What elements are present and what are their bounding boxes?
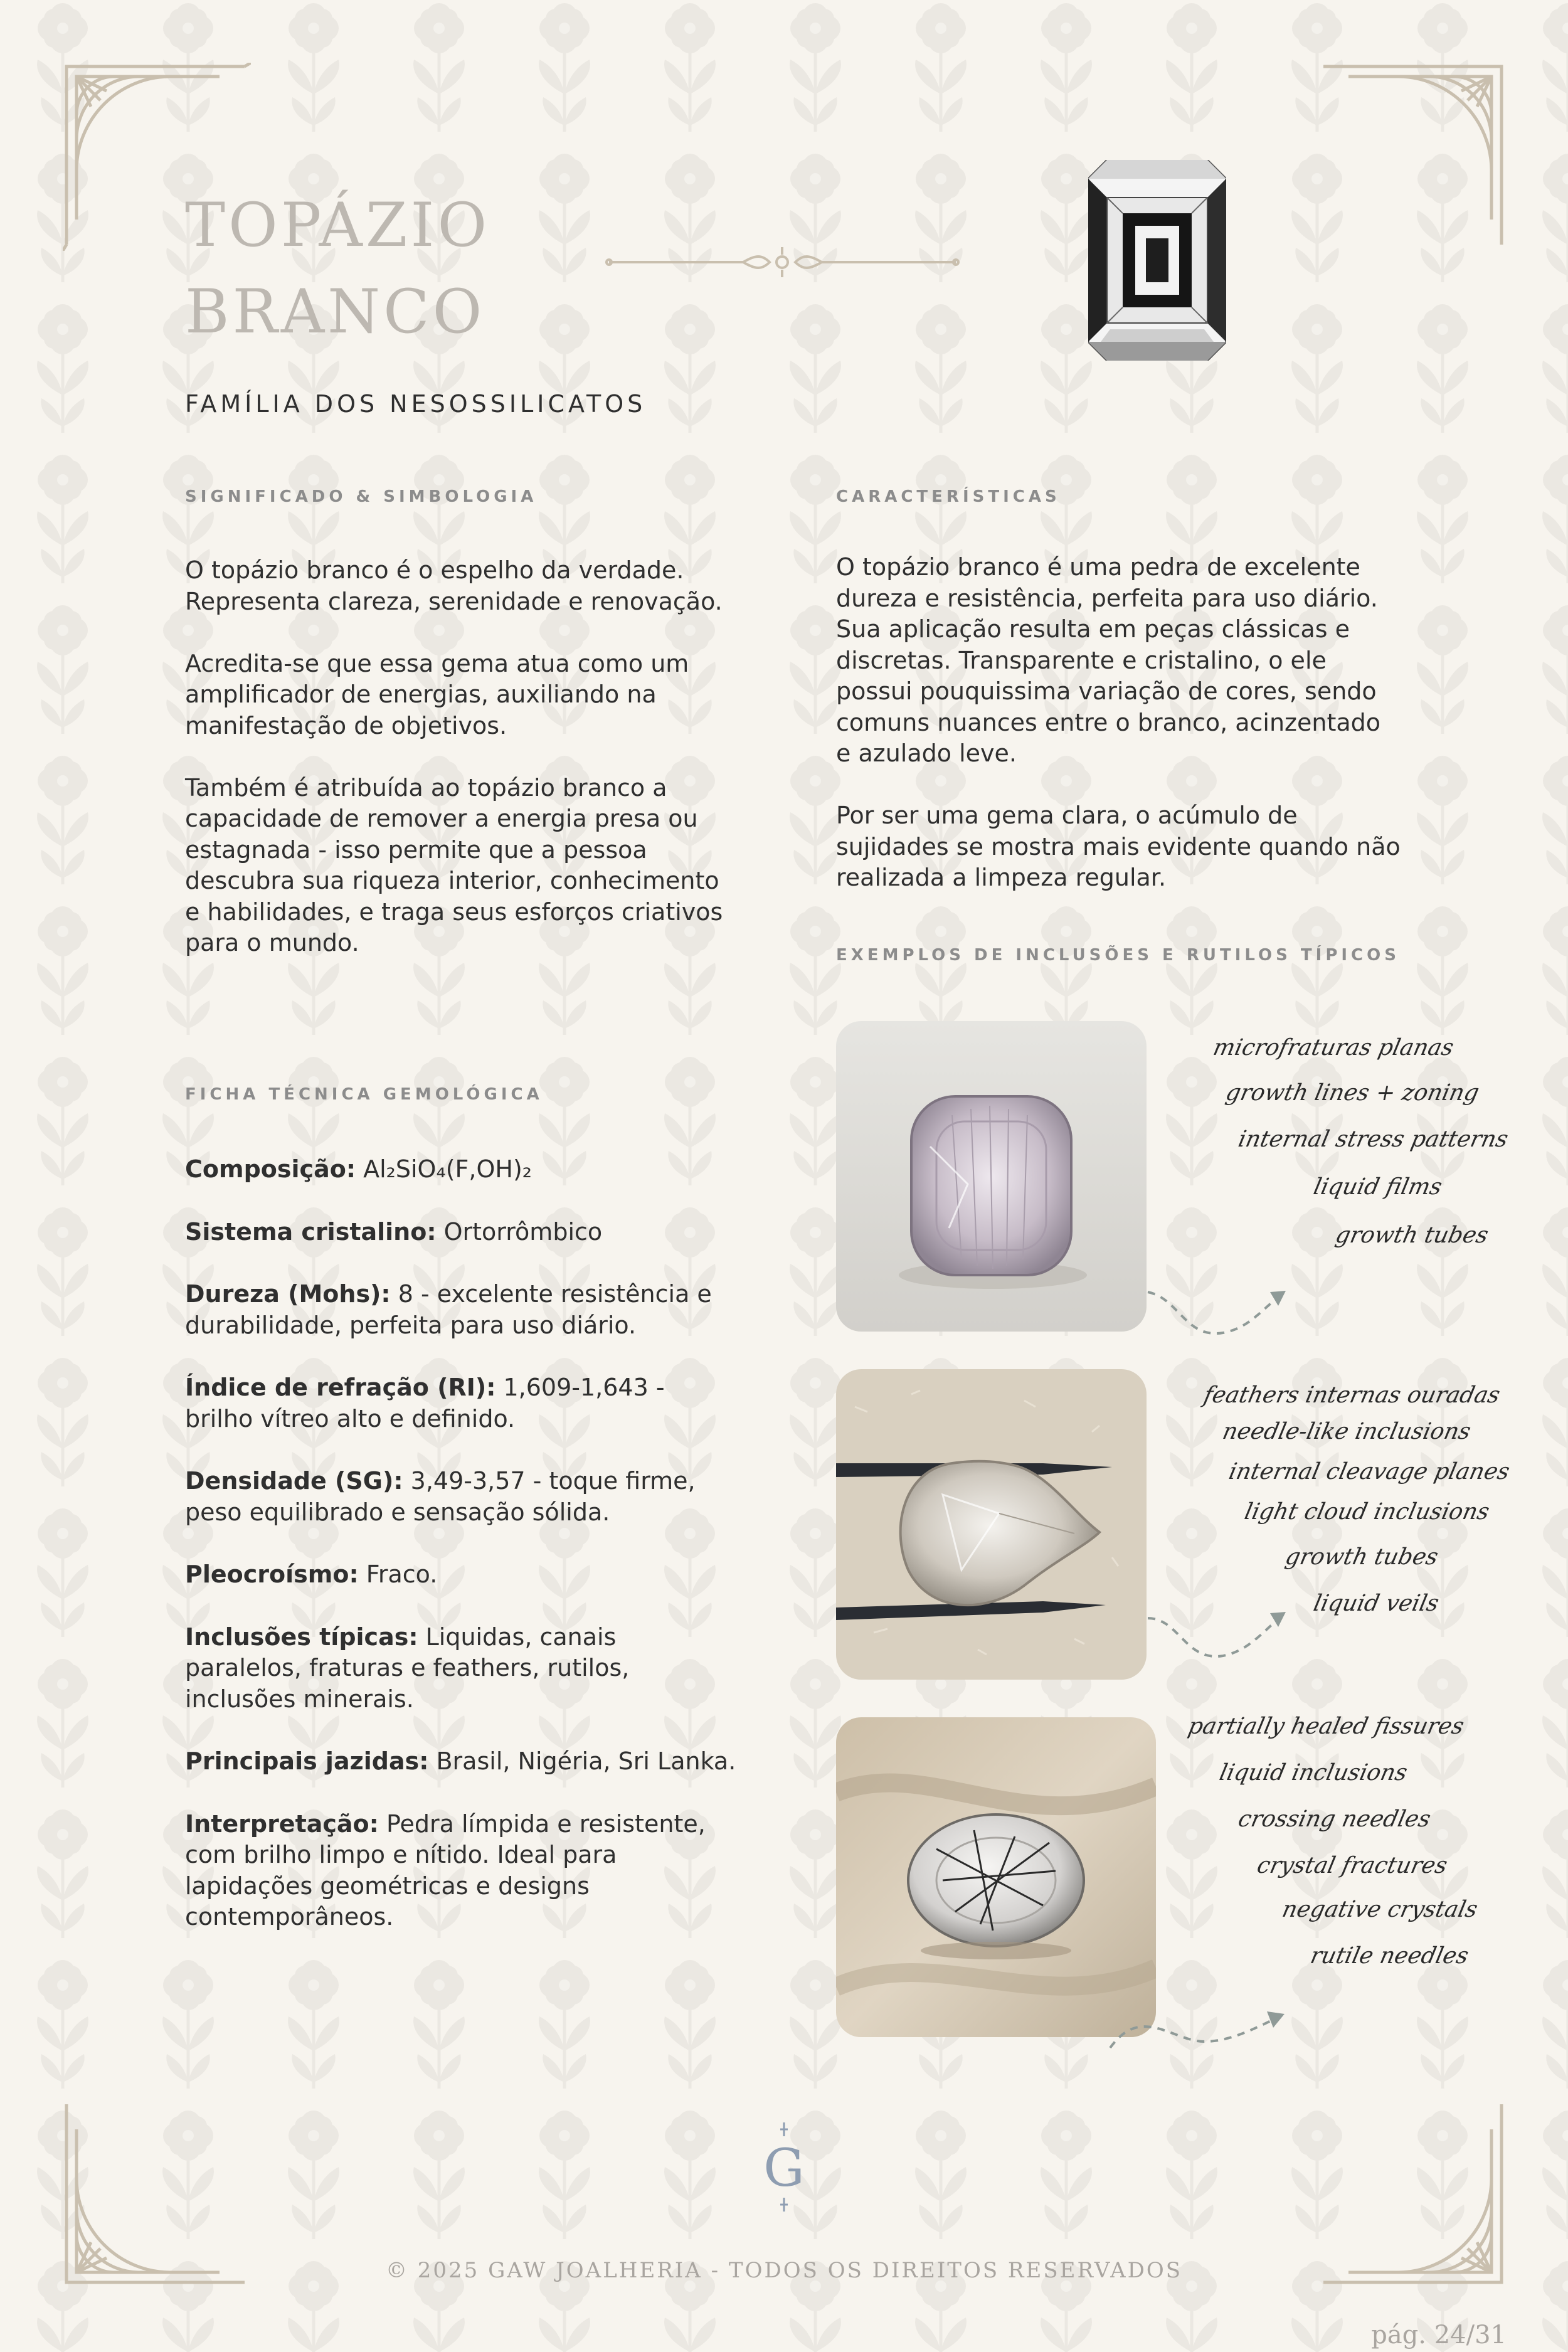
spec-row xyxy=(185,1809,737,1933)
inclusion-note: liquid inclusions xyxy=(1217,1760,1410,1786)
spec-list xyxy=(185,1154,737,1933)
inclusion-note: growth tubes xyxy=(1333,1222,1491,1248)
meaning-label: SIGNIFICADO & SIMBOLOGIA xyxy=(185,487,538,506)
inclusion-note: feathers internas ouradas xyxy=(1201,1382,1503,1408)
inclusion-note: partially healed fissures xyxy=(1185,1714,1466,1739)
inclusion-note: growth lines + zoning xyxy=(1223,1080,1481,1106)
inclusion-note: growth tubes xyxy=(1283,1544,1441,1570)
spec-row xyxy=(185,1466,737,1528)
spec-key: Dureza (Mohs): xyxy=(185,1280,391,1308)
inclusion-note: microfraturas planas xyxy=(1210,1035,1456,1061)
monogram: G xyxy=(763,2139,805,2198)
inclusion-photo-3 xyxy=(836,1717,1156,2037)
characteristics-label: CARACTERÍSTICAS xyxy=(836,487,1061,506)
spec-row xyxy=(185,1372,737,1434)
footer-copyright: © 2025 GAW JOALHERIA - TODOS OS DIREITOS RESERVADOS xyxy=(385,2258,1183,2283)
spec-value: 8 - excelente resistência e durabilidade, perfeita para uso diário. xyxy=(185,1280,712,1339)
spec-key: Densidade (SG): xyxy=(185,1467,403,1495)
spec-key: Pleocroísmo: xyxy=(185,1560,359,1588)
spec-row xyxy=(185,1622,737,1715)
inclusion-note: rutile needles xyxy=(1308,1943,1471,1969)
dashed-arrow-icon xyxy=(1104,1998,1292,2060)
spec-key: Principais jazidas: xyxy=(185,1747,429,1775)
title-line-1: TOPÁZIO xyxy=(185,190,490,260)
spec-value: 1,609-1,643 - brilho vítreo alto e definido. xyxy=(185,1374,665,1433)
meaning-text xyxy=(185,555,737,959)
inclusion-note: needle-like inclusions xyxy=(1220,1419,1473,1444)
inclusion-note: internal stress patterns xyxy=(1236,1126,1511,1152)
spec-key: Sistema cristalino: xyxy=(185,1217,437,1246)
inclusion-note: liquid veils xyxy=(1311,1591,1441,1616)
gem-family: FAMÍLIA DOS NESOSSILICATOS xyxy=(185,390,647,418)
title-line-2: BRANCO xyxy=(185,277,485,347)
dashed-arrow-icon xyxy=(1142,1279,1292,1348)
inclusion-note: crossing needles xyxy=(1236,1806,1433,1832)
characteristics-paragraph: O topázio branco é uma pedra de excelente dureza e resistência, perfeita para uso diário. Sua aplicação resulta em peças clássicas e discretas. Transparente e cristalino, o ele possui pouquissima variação de cores, sendo comuns nuances entre o branco, acinzentado e azulado leve. xyxy=(836,553,1381,767)
spec-key: Composição: xyxy=(185,1155,356,1183)
corner-ornament-top-right xyxy=(1317,63,1505,251)
spec-value: Liquidas, canais paralelos, fraturas e feathers, rutilos, inclusões minerais. xyxy=(185,1623,630,1713)
spec-row xyxy=(185,1559,737,1591)
inclusion-photo-1 xyxy=(836,1021,1147,1332)
page-number: pág. 24/31 xyxy=(1371,2321,1507,2349)
page-title xyxy=(185,182,624,355)
inclusion-note: crystal fractures xyxy=(1254,1853,1450,1878)
meaning-paragraph: Também é atribuída ao topázio branco a capacidade de remover a energia presa ou estagnada - isso permite que a pessoa descubra sua riqueza interior, conhecimento e habilidades, e traga seus esforços criativos para o mundo. xyxy=(185,773,723,956)
spec-row xyxy=(185,1154,737,1185)
emerald-cut-gem-illustration xyxy=(1088,160,1226,361)
spec-key: Interpretação: xyxy=(185,1809,379,1838)
inclusion-photo-2 xyxy=(836,1369,1147,1680)
characteristics-text xyxy=(836,552,1401,894)
spec-key: Índice de refração (RI): xyxy=(185,1374,496,1401)
spec-value: Al₂SiO₄(F,OH)₂ xyxy=(356,1155,532,1183)
meaning-paragraph: Acredita-se que essa gema atua como um amplificador de energias, auxiliando na manifestação de objetivos. xyxy=(185,649,689,739)
inclusion-note: negative crystals xyxy=(1279,1897,1480,1922)
inclusion-note: liquid films xyxy=(1311,1174,1444,1200)
inclusion-note: light cloud inclusions xyxy=(1242,1499,1492,1525)
spec-label: FICHA TÉCNICA GEMOLÓGICA xyxy=(185,1085,543,1104)
dashed-arrow-icon xyxy=(1142,1599,1292,1668)
meaning-paragraph: O topázio branco é o espelho da verdade. Representa clareza, serenidade e renovação. xyxy=(185,556,723,615)
spec-row xyxy=(185,1217,737,1248)
spec-value: Ortorrômbico xyxy=(436,1217,603,1246)
inclusion-note: internal cleavage planes xyxy=(1226,1459,1512,1485)
characteristics-paragraph: Por ser uma gema clara, o acúmulo de sujidades se mostra mais evidente quando não realizada a limpeza regular. xyxy=(836,802,1401,891)
spec-row xyxy=(185,1279,737,1341)
spec-row xyxy=(185,1746,737,1777)
title-divider-ornament xyxy=(605,243,960,281)
spec-value: Brasil, Nigéria, Sri Lanka. xyxy=(428,1747,736,1775)
spec-value: Pedra límpida e resistente, com brilho limpo e nítido. Ideal para lapidações geométricas e designs contemporâneos. xyxy=(185,1809,706,1931)
spec-value: Fraco. xyxy=(358,1560,438,1588)
spec-value: 3,49-3,57 - toque firme, peso equilibrado e sensação sólida. xyxy=(185,1467,696,1526)
inclusions-label: EXEMPLOS DE INCLUSÕES E RUTILOS TÍPICOS xyxy=(836,946,1400,965)
spec-key: Inclusões típicas: xyxy=(185,1623,418,1651)
